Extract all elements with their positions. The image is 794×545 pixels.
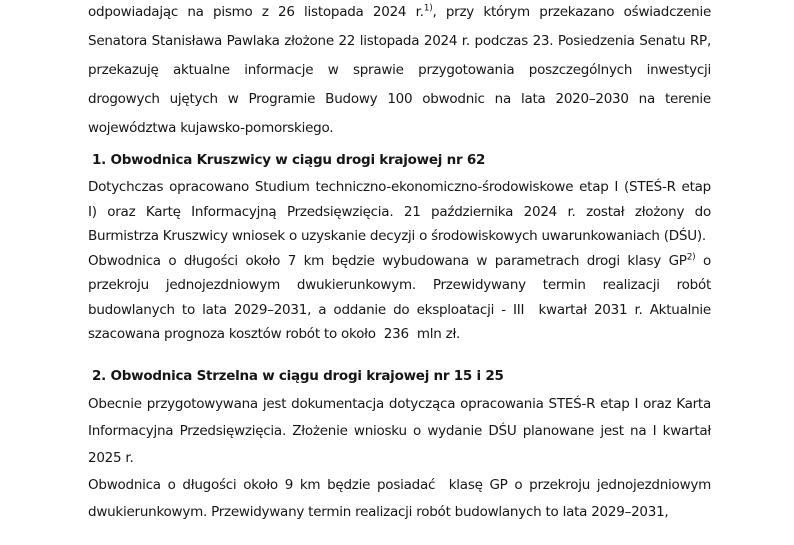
intro-text-continued: , przy którym przekazano oświadczenie Senatora Stanisława Pawlaka złożone 22 listopada 2024 r. podczas 23. Posiedzenia Senatu RP, przekazuję aktualne informacje w sprawie przygotowania poszczególnych inwestycji drogowych ujętych w Programie Budowy 100 obwodnic na lata 2020–2030 na terenie województwa kujawsko-pomorskiego. (88, 4, 716, 136)
footnote-ref-2: 2) (686, 252, 696, 262)
section-2-paragraph-2: Obwodnica o długości około 9 km będzie posiadać klasę GP o przekroju jednojezdniowym dwukierunkowym. Przewidywany termin realizacji robót budowlanych to lata 2029–2031, (88, 476, 716, 520)
section-1-paragraph-2-text-continued: o przekroju jednojezdniowym dwukierunkowym. Przewidywany termin realizacji robót budowlanych to lata 2029–2031, a oddanie do eksploatacji - III kwartał 2031 r. Aktualnie szacowana prognoza kosztów robót to około 236 mln zł. (88, 252, 716, 342)
section-1-paragraph-2 (88, 249, 716, 347)
section-1-paragraph-2-text: Obwodnica o długości około 7 km będzie wybudowana w parametrach drogi klasy GP (88, 252, 687, 269)
document-page (88, 0, 716, 526)
section-2-paragraph-1: Obecnie przygotowywana jest dokumentacja dotycząca opracowania STEŚ-R etap I oraz Karta Informacyjna Przedsięwzięcia. Złożenie wniosku o wydanie DŚU planowane jest na I kwartał 2025 r. (88, 395, 716, 466)
intro-paragraph (88, 0, 716, 143)
footnote-ref-1: 1) (423, 3, 433, 14)
section-1-paragraph-1: Dotychczas opracowano Studium techniczno-ekonomiczno-środowiskowe etap I (STEŚ-R etap I) oraz Kartę Informacyjną Przedsięwzięcia. 21 października 2024 r. został złożony do Burmistrza Kruszwicy wniosek o uzyskanie decyzji o środowiskowych uwarunkowaniach (DŚU). (88, 179, 716, 244)
section-1-heading: 1. Obwodnica Kruszwicy w ciągu drogi krajowej nr 62 (92, 152, 486, 168)
intro-text: odpowiadając na pismo z 26 listopada 2024 r. (88, 4, 424, 20)
section-2-heading: 2. Obwodnica Strzelna w ciągu drogi krajowej nr 15 i 25 (92, 367, 504, 384)
